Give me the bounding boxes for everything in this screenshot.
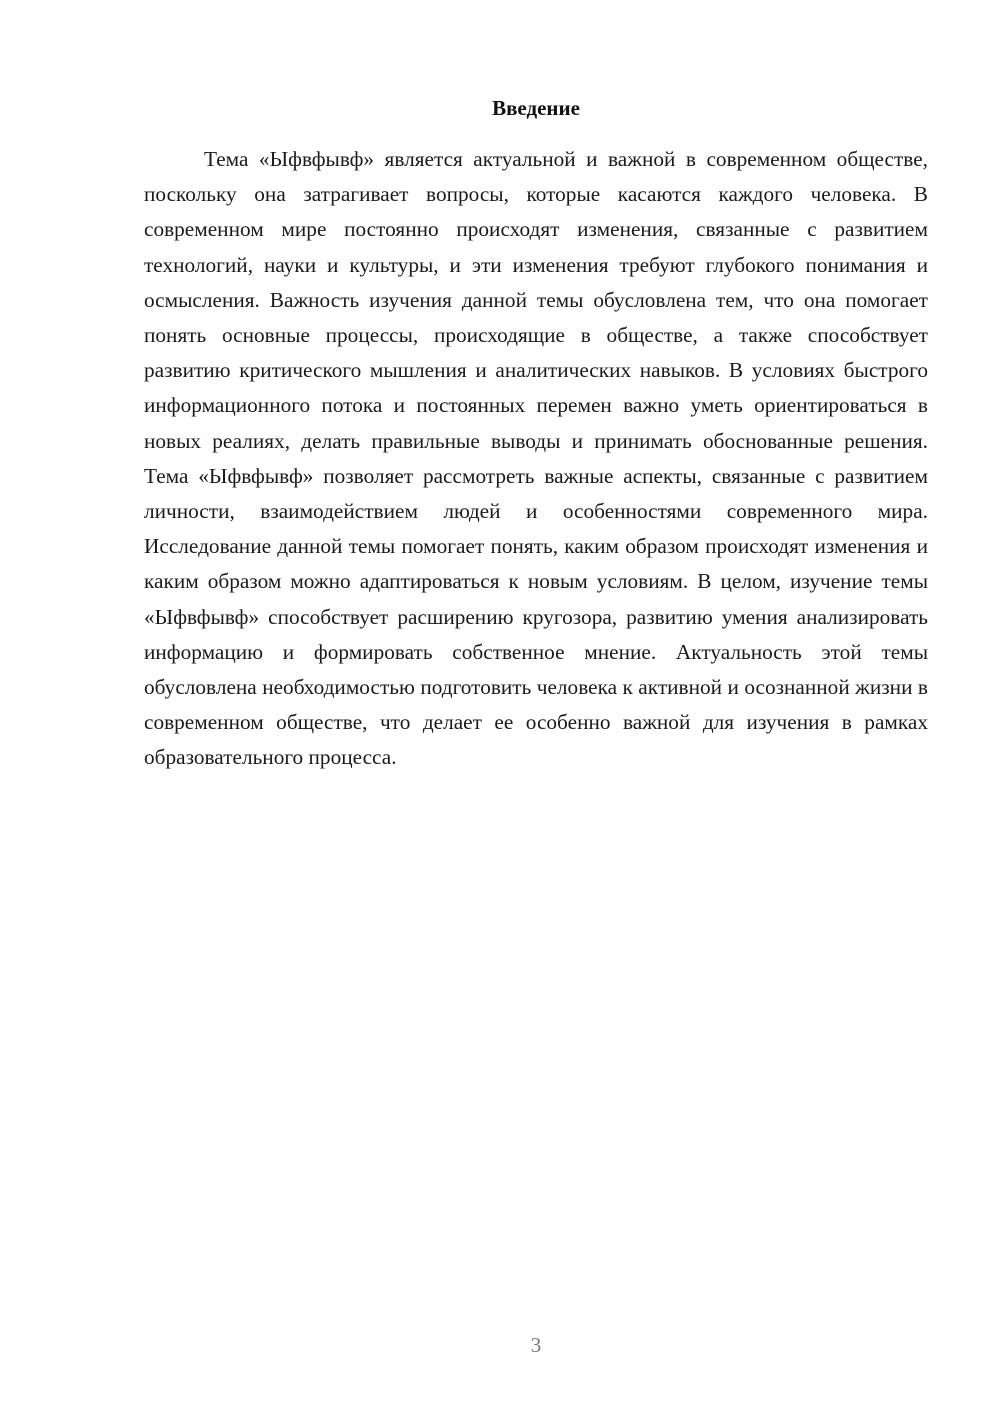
body-paragraph: Тема «Ыфвфывф» является актуальной и важной в современном обществе, поскольку она затрагивает вопросы, которые касаются каждого человека. В современном мире постоянно происходят изменения, связанные с развитием технологий, науки и культуры, и эти изменения требуют глубокого понимания и осмысления. Важность изучения данной темы обусловлена тем, что она помогает понять основные процессы, происходящие в обществе, а также способствует развитию критического мышления и аналитических навыков. В условиях быстрого информационного потока и постоянных перемен важно уметь ориентироваться в новых реалиях, делать правильные выводы и принимать обоснованные решения. Тема «Ыфвфывф» позволяет рассмотреть важные аспекты, связанные с развитием личности, взаимодействием людей и особенностями современного мира. Исследование данной темы помогает понять, каким образом происходят изменения и каким образом можно адаптироваться к новым условиям. В целом, изучение темы «Ыфвфывф» способствует расширению кругозора, развитию умения анализировать информацию и формировать собственное мнение. Актуальность этой темы обусловлена необходимостью подготовить человека к активной и осознанной жизни в современном обществе, что делает ее особенно важной для изучения в рамках образовательного процесса.: [144, 147, 928, 770]
page-number: 3: [530, 1333, 542, 1357]
section-heading: Введение: [492, 96, 580, 120]
